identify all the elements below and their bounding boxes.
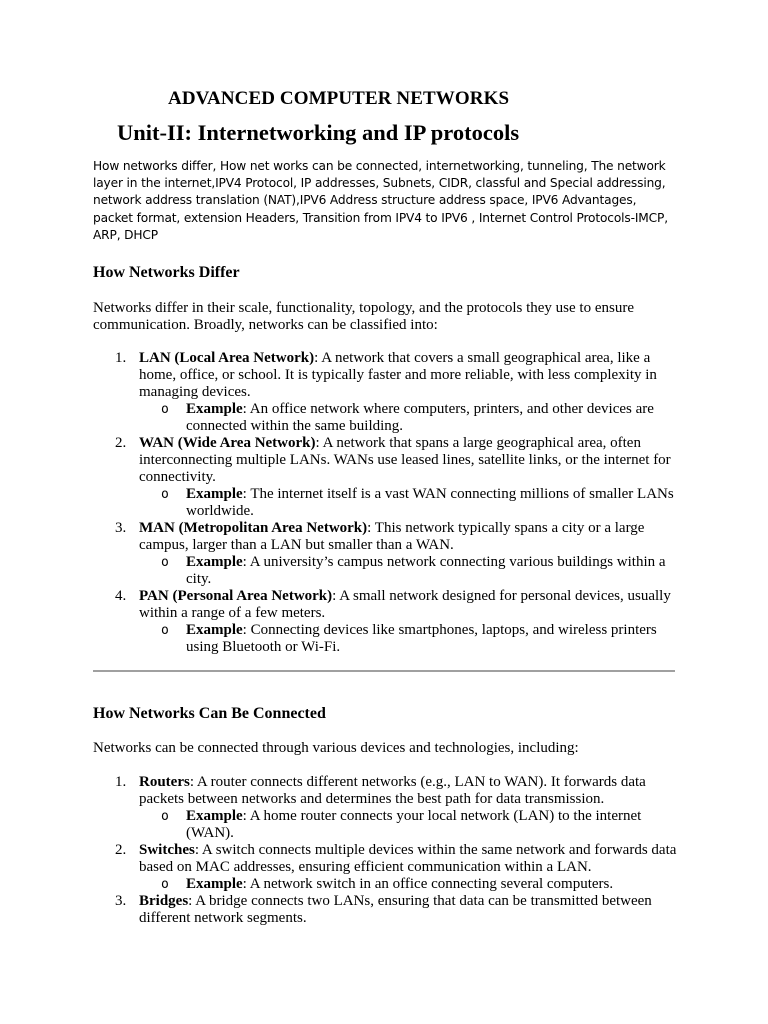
list-description: : A network that covers a small geographical area, like a home, office, or school. It is typically faster and more reliable, with less complexity in managing devices.: [139, 350, 657, 400]
example-text: : Connecting devices like smartphones, laptops, and wireless printers using Bluetooth or Wi-Fi.: [186, 622, 657, 655]
section1-intro: Networks differ in their scale, functionality, topology, and the protocols they use to ensure communication. Broadly, networks can be classified into:: [93, 300, 634, 333]
example-label: Example: [186, 401, 243, 417]
list-number: 2.: [115, 435, 127, 451]
example-item: [139, 401, 679, 435]
network-types-list: [93, 350, 683, 656]
bullet-icon: o: [161, 623, 169, 638]
list-term: Routers: [139, 774, 190, 790]
bullet-icon: o: [161, 402, 169, 417]
example-text: : A network switch in an office connecting several computers.: [242, 876, 614, 892]
bullet-icon: o: [161, 809, 169, 824]
section-heading-how-networks-can-be-connected: How Networks Can Be Connected: [93, 705, 326, 722]
example-item: [139, 876, 679, 893]
list-term: MAN (Metropolitan Area Network): [139, 520, 368, 536]
list-term: Switches: [139, 842, 195, 858]
bullet-icon: o: [161, 487, 169, 502]
example-label: Example: [186, 876, 243, 892]
list-number: 4.: [115, 588, 127, 604]
example-text: : A home router connects your local network (LAN) to the internet (WAN).: [186, 808, 642, 841]
list-description: : A router connects different networks (e.g., LAN to WAN). It forwards data packets between networks and determines the best path for data transmission.: [139, 774, 646, 807]
example-label: Example: [186, 622, 243, 638]
bullet-icon: o: [161, 555, 169, 570]
section2-intro: Networks can be connected through various devices and technologies, including:: [93, 740, 579, 756]
list-item: [93, 435, 683, 520]
list-number: 3.: [115, 893, 127, 909]
syllabus-paragraph: How networks differ, How net works can be connected, internetworking, tunneling, The network layer in the internet,IPV4 Protocol, IP addresses, Subnets, CIDR, classful and Special addressing, network address translation (NAT),IPV6 Address structure address space, IPV6 Advantages, packet format, extension Headers, Transition from IPV4 to IPV6 , Internet Control Protocols-IMCP, ARP, DHCP: [93, 159, 668, 242]
list-description: : A small network designed for personal devices, usually within a range of a few meters.: [139, 588, 671, 621]
list-number: 2.: [115, 842, 127, 858]
example-item: [139, 808, 679, 842]
unit-title: Unit-II: Internetworking and IP protocols: [117, 120, 520, 145]
example-text: : A university’s campus network connecting various buildings within a city.: [186, 554, 666, 587]
bullet-icon: o: [161, 877, 169, 892]
list-item: [93, 893, 683, 927]
example-item: [139, 486, 679, 520]
list-term: LAN (Local Area Network): [139, 350, 315, 366]
connection-devices-list: [93, 774, 683, 927]
list-item: [93, 520, 683, 588]
horizontal-divider: [93, 670, 675, 672]
list-description: : A network that spans a large geographical area, often interconnecting multiple LANs. WANs use leased lines, satellite links, or the internet for connectivity.: [139, 435, 671, 485]
list-description: : A switch connects multiple devices within the same network and forwards data based on MAC addresses, ensuring efficient communication within a LAN.: [139, 842, 677, 875]
example-text: : An office network where computers, printers, and other devices are connected within the same building.: [186, 401, 654, 434]
list-description: : A bridge connects two LANs, ensuring that data can be transmitted between different network segments.: [139, 893, 652, 926]
list-term: Bridges: [139, 893, 189, 909]
example-label: Example: [186, 808, 243, 824]
list-description: : This network typically spans a city or a large campus, larger than a LAN but smaller than a WAN.: [139, 520, 645, 553]
list-item: [93, 350, 683, 435]
example-item: [139, 554, 679, 588]
list-item: [93, 842, 683, 893]
document-title: ADVANCED COMPUTER NETWORKS: [168, 88, 510, 109]
list-number: 1.: [115, 350, 127, 366]
example-label: Example: [186, 554, 243, 570]
example-item: [139, 622, 679, 656]
list-item: [93, 774, 683, 842]
section-heading-how-networks-differ: How Networks Differ: [93, 264, 240, 281]
list-term: WAN (Wide Area Network): [139, 435, 316, 451]
list-number: 1.: [115, 774, 127, 790]
list-term: PAN (Personal Area Network): [139, 588, 333, 604]
list-item: [93, 588, 683, 656]
example-label: Example: [186, 486, 243, 502]
example-text: : The internet itself is a vast WAN connecting millions of smaller LANs worldwide.: [186, 486, 674, 519]
list-number: 3.: [115, 520, 127, 536]
